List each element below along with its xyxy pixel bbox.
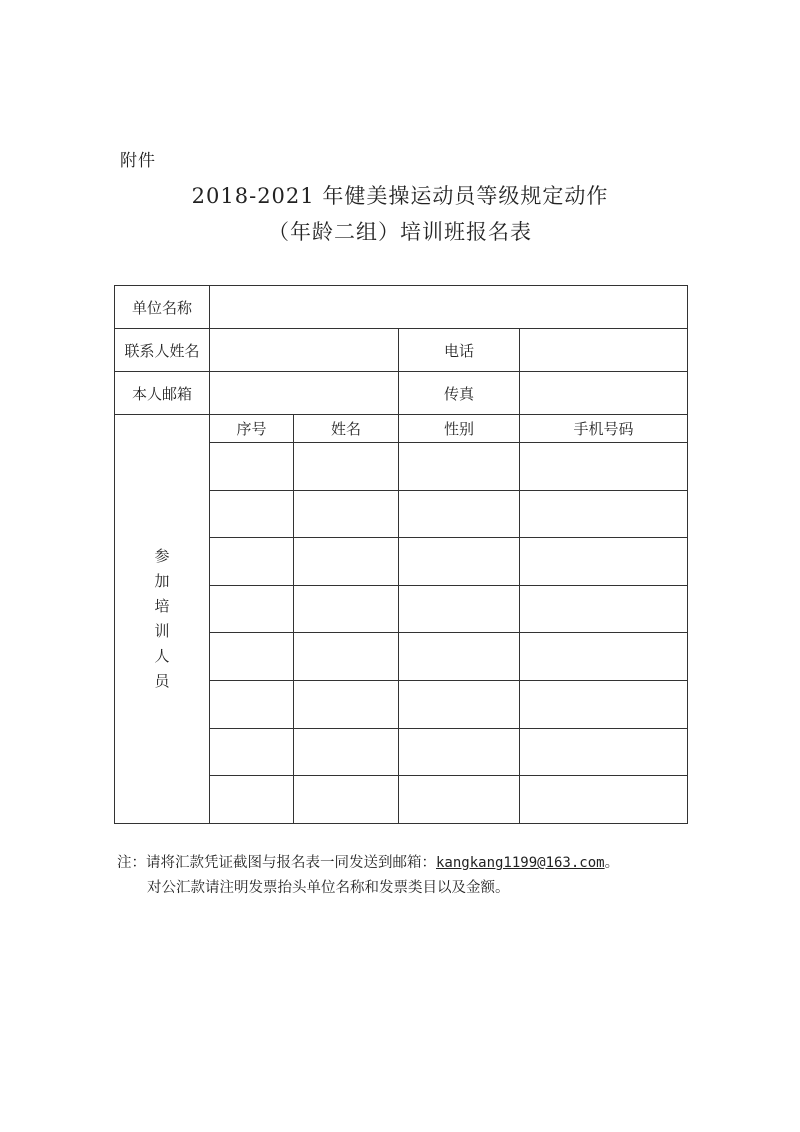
participant-gender-cell[interactable] [399, 680, 520, 728]
participant-name-cell[interactable] [294, 585, 399, 633]
email-label: 本人邮箱 [115, 372, 210, 415]
footnote [117, 851, 619, 901]
participants-label-char: 培 [154, 596, 170, 615]
form-title-line2: （年龄二组）培训班报名表 [268, 220, 532, 244]
fax-field[interactable] [520, 372, 688, 415]
fax-label: 传真 [399, 372, 520, 415]
participants-header-row [115, 415, 688, 443]
participant-index-cell[interactable] [210, 728, 294, 776]
unit-name-label: 单位名称 [115, 286, 210, 329]
contact-name-field[interactable] [210, 329, 399, 372]
participant-mobile-cell[interactable] [520, 680, 688, 728]
participant-gender-cell[interactable] [399, 585, 520, 633]
footnote-line1 [117, 851, 619, 876]
participant-name-cell[interactable] [294, 633, 399, 681]
participant-mobile-cell[interactable] [520, 538, 688, 586]
participants-label-char: 人 [154, 646, 170, 665]
participant-name-cell[interactable] [294, 680, 399, 728]
column-header-index: 序号 [210, 415, 294, 443]
participant-name-cell[interactable] [294, 728, 399, 776]
participant-mobile-cell[interactable] [520, 633, 688, 681]
participants-label [115, 415, 210, 824]
participant-index-cell[interactable] [210, 585, 294, 633]
participant-mobile-cell[interactable] [520, 728, 688, 776]
participant-index-cell[interactable] [210, 490, 294, 538]
participant-gender-cell[interactable] [399, 633, 520, 681]
participant-gender-cell[interactable] [399, 728, 520, 776]
participant-name-cell[interactable] [294, 538, 399, 586]
participant-gender-cell[interactable] [399, 538, 520, 586]
participants-label-char: 加 [154, 571, 170, 590]
participant-name-cell[interactable] [294, 776, 399, 824]
footnote-prefix: 注：请将汇款凭证截图与报名表一同发送到邮箱： [117, 855, 436, 871]
participant-name-cell[interactable] [294, 490, 399, 538]
participant-mobile-cell[interactable] [520, 776, 688, 824]
participants-label-char: 参 [154, 546, 170, 565]
column-header-gender: 性别 [399, 415, 520, 443]
participant-mobile-cell[interactable] [520, 585, 688, 633]
form-title-line1: 2018-2021 年健美操运动员等级规定动作 [191, 184, 609, 208]
contact-row [115, 329, 688, 372]
participant-mobile-cell[interactable] [520, 490, 688, 538]
column-header-mobile: 手机号码 [520, 415, 688, 443]
contact-name-label: 联系人姓名 [115, 329, 210, 372]
participant-index-cell[interactable] [210, 633, 294, 681]
email-field[interactable] [210, 372, 399, 415]
email-row [115, 372, 688, 415]
phone-label: 电话 [399, 329, 520, 372]
footnote-line2: 对公汇款请注明发票抬头单位名称和发票类目以及金额。 [147, 880, 510, 896]
footnote-suffix: 。 [604, 855, 620, 871]
participants-label-char: 员 [154, 671, 170, 690]
unit-name-field[interactable] [210, 286, 688, 329]
column-header-name: 姓名 [294, 415, 399, 443]
participants-label-char: 训 [154, 621, 170, 640]
participant-gender-cell[interactable] [399, 443, 520, 491]
registration-form-table [114, 285, 688, 824]
unit-name-row [115, 286, 688, 329]
participant-index-cell[interactable] [210, 538, 294, 586]
participant-index-cell[interactable] [210, 776, 294, 824]
participant-gender-cell[interactable] [399, 776, 520, 824]
attachment-label: 附件 [120, 151, 156, 171]
contact-email-link[interactable]: kangkang1199@163.com [436, 855, 605, 871]
participant-gender-cell[interactable] [399, 490, 520, 538]
participant-index-cell[interactable] [210, 443, 294, 491]
participant-name-cell[interactable] [294, 443, 399, 491]
participant-mobile-cell[interactable] [520, 443, 688, 491]
phone-field[interactable] [520, 329, 688, 372]
participant-index-cell[interactable] [210, 680, 294, 728]
